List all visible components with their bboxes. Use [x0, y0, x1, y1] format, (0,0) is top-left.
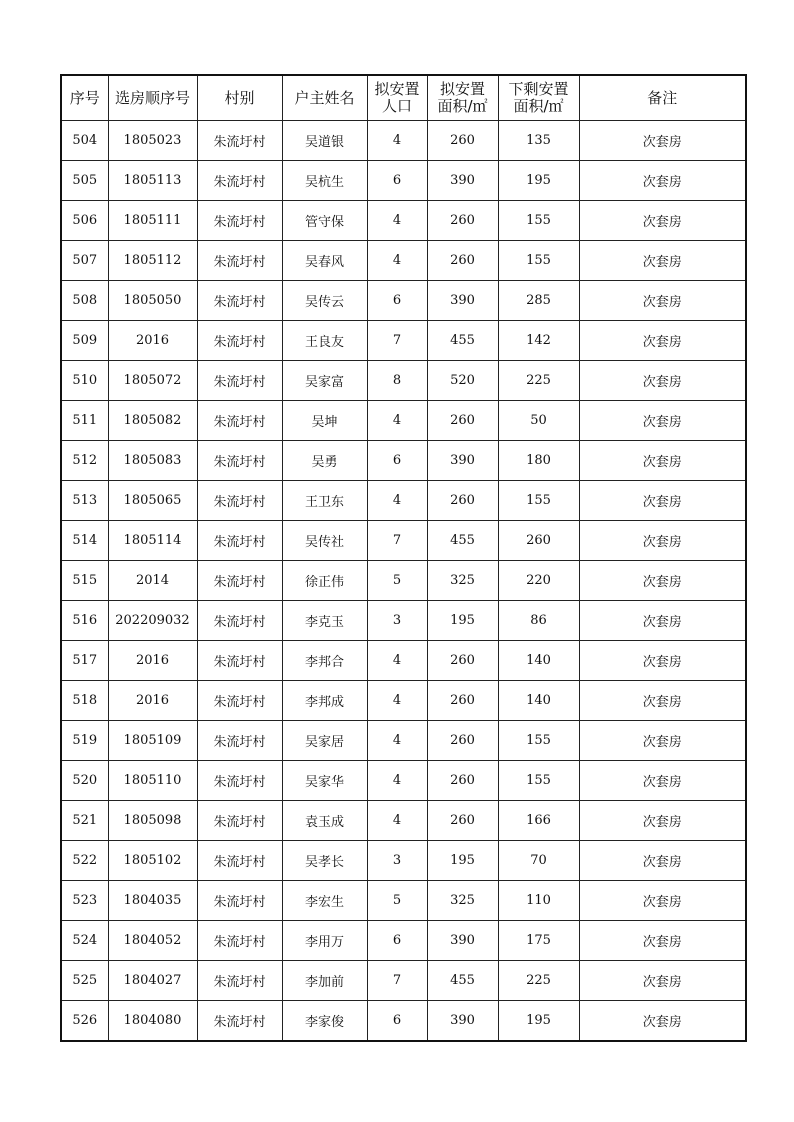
cell-selection-order: 1804027 [108, 961, 197, 1001]
cell-remaining-area: 142 [498, 321, 579, 361]
cell-planned-population: 4 [367, 401, 427, 441]
header-village: 村别 [197, 75, 282, 121]
header-planned-area-line2: 面积/㎡ [437, 97, 488, 115]
cell-planned-population: 5 [367, 881, 427, 921]
cell-seq: 512 [61, 441, 108, 481]
cell-village: 朱流圩村 [197, 841, 282, 881]
cell-householder: 李邦合 [282, 641, 367, 681]
cell-seq: 525 [61, 961, 108, 1001]
cell-seq: 526 [61, 1001, 108, 1042]
cell-selection-order: 1805023 [108, 121, 197, 161]
cell-remaining-area: 166 [498, 801, 579, 841]
cell-planned-population: 6 [367, 281, 427, 321]
cell-planned-area: 390 [427, 921, 498, 961]
cell-planned-area: 455 [427, 961, 498, 1001]
cell-selection-order: 202209032 [108, 601, 197, 641]
cell-seq: 515 [61, 561, 108, 601]
cell-remarks: 次套房 [579, 321, 746, 361]
cell-householder: 袁玉成 [282, 801, 367, 841]
cell-village: 朱流圩村 [197, 361, 282, 401]
cell-planned-population: 6 [367, 441, 427, 481]
header-planned-population-line2: 人口 [381, 97, 412, 115]
cell-remarks: 次套房 [579, 481, 746, 521]
cell-planned-population: 4 [367, 241, 427, 281]
cell-planned-population: 4 [367, 761, 427, 801]
cell-selection-order: 2016 [108, 681, 197, 721]
cell-remaining-area: 140 [498, 641, 579, 681]
cell-village: 朱流圩村 [197, 721, 282, 761]
table-row [61, 441, 746, 481]
cell-planned-area: 260 [427, 721, 498, 761]
cell-householder: 吴孝长 [282, 841, 367, 881]
header-planned-area [427, 75, 498, 121]
header-seq: 序号 [61, 75, 108, 121]
cell-seq: 506 [61, 201, 108, 241]
cell-remaining-area: 175 [498, 921, 579, 961]
cell-remarks: 次套房 [579, 961, 746, 1001]
cell-householder: 吴家居 [282, 721, 367, 761]
cell-selection-order: 1805050 [108, 281, 197, 321]
cell-remarks: 次套房 [579, 681, 746, 721]
cell-planned-population: 6 [367, 161, 427, 201]
cell-village: 朱流圩村 [197, 401, 282, 441]
table-row [61, 481, 746, 521]
cell-selection-order: 1805113 [108, 161, 197, 201]
table-row [61, 961, 746, 1001]
cell-remarks: 次套房 [579, 921, 746, 961]
table-row [61, 921, 746, 961]
cell-selection-order: 1805112 [108, 241, 197, 281]
cell-planned-area: 455 [427, 521, 498, 561]
cell-seq: 510 [61, 361, 108, 401]
cell-remarks: 次套房 [579, 441, 746, 481]
cell-remaining-area: 195 [498, 1001, 579, 1042]
cell-village: 朱流圩村 [197, 321, 282, 361]
table-row [61, 241, 746, 281]
cell-village: 朱流圩村 [197, 921, 282, 961]
cell-selection-order: 1805098 [108, 801, 197, 841]
cell-village: 朱流圩村 [197, 961, 282, 1001]
cell-selection-order: 2016 [108, 321, 197, 361]
table-row [61, 161, 746, 201]
cell-planned-area: 390 [427, 281, 498, 321]
cell-remaining-area: 220 [498, 561, 579, 601]
cell-selection-order: 1805072 [108, 361, 197, 401]
cell-remarks: 次套房 [579, 281, 746, 321]
cell-remaining-area: 140 [498, 681, 579, 721]
cell-planned-population: 7 [367, 521, 427, 561]
table-row [61, 641, 746, 681]
cell-remarks: 次套房 [579, 601, 746, 641]
cell-village: 朱流圩村 [197, 121, 282, 161]
cell-remarks: 次套房 [579, 841, 746, 881]
cell-planned-area: 260 [427, 121, 498, 161]
cell-remaining-area: 180 [498, 441, 579, 481]
cell-selection-order: 1805083 [108, 441, 197, 481]
cell-seq: 513 [61, 481, 108, 521]
cell-planned-area: 260 [427, 401, 498, 441]
cell-planned-population: 5 [367, 561, 427, 601]
table-row [61, 321, 746, 361]
cell-planned-area: 195 [427, 841, 498, 881]
cell-householder: 吴坤 [282, 401, 367, 441]
table-row [61, 361, 746, 401]
cell-remaining-area: 285 [498, 281, 579, 321]
cell-remarks: 次套房 [579, 401, 746, 441]
cell-selection-order: 2014 [108, 561, 197, 601]
cell-selection-order: 1805110 [108, 761, 197, 801]
cell-remarks: 次套房 [579, 641, 746, 681]
cell-seq: 509 [61, 321, 108, 361]
cell-planned-area: 390 [427, 441, 498, 481]
cell-village: 朱流圩村 [197, 801, 282, 841]
table-row [61, 561, 746, 601]
table-row [61, 601, 746, 641]
cell-planned-area: 390 [427, 1001, 498, 1042]
cell-selection-order: 1805082 [108, 401, 197, 441]
table-row [61, 121, 746, 161]
cell-planned-population: 6 [367, 1001, 427, 1042]
table-row [61, 521, 746, 561]
table-row [61, 681, 746, 721]
cell-planned-area: 260 [427, 761, 498, 801]
cell-remaining-area: 260 [498, 521, 579, 561]
cell-village: 朱流圩村 [197, 1001, 282, 1042]
cell-planned-population: 4 [367, 201, 427, 241]
header-row [61, 75, 746, 121]
cell-seq: 511 [61, 401, 108, 441]
cell-planned-area: 325 [427, 881, 498, 921]
cell-village: 朱流圩村 [197, 481, 282, 521]
header-remaining-area-line2: 面积/㎡ [513, 97, 564, 115]
cell-planned-area: 520 [427, 361, 498, 401]
cell-seq: 521 [61, 801, 108, 841]
cell-remaining-area: 135 [498, 121, 579, 161]
cell-remarks: 次套房 [579, 761, 746, 801]
cell-seq: 516 [61, 601, 108, 641]
cell-seq: 520 [61, 761, 108, 801]
cell-householder: 李用万 [282, 921, 367, 961]
cell-seq: 523 [61, 881, 108, 921]
cell-remaining-area: 70 [498, 841, 579, 881]
table-row [61, 841, 746, 881]
cell-village: 朱流圩村 [197, 521, 282, 561]
cell-householder: 王良友 [282, 321, 367, 361]
cell-village: 朱流圩村 [197, 161, 282, 201]
cell-seq: 522 [61, 841, 108, 881]
resettlement-table [60, 74, 747, 1042]
cell-householder: 吴家华 [282, 761, 367, 801]
cell-planned-population: 6 [367, 921, 427, 961]
cell-seq: 514 [61, 521, 108, 561]
cell-seq: 519 [61, 721, 108, 761]
cell-householder: 吴杭生 [282, 161, 367, 201]
cell-remarks: 次套房 [579, 161, 746, 201]
cell-planned-area: 260 [427, 241, 498, 281]
cell-village: 朱流圩村 [197, 201, 282, 241]
cell-planned-area: 390 [427, 161, 498, 201]
cell-planned-area: 260 [427, 681, 498, 721]
cell-householder: 王卫东 [282, 481, 367, 521]
cell-planned-population: 4 [367, 121, 427, 161]
cell-seq: 505 [61, 161, 108, 201]
table-row [61, 801, 746, 841]
cell-selection-order: 1805114 [108, 521, 197, 561]
cell-seq: 504 [61, 121, 108, 161]
header-planned-population-line1: 拟安置 [374, 80, 420, 98]
cell-remarks: 次套房 [579, 881, 746, 921]
cell-remarks: 次套房 [579, 241, 746, 281]
table-row [61, 761, 746, 801]
cell-seq: 518 [61, 681, 108, 721]
cell-householder: 李邦成 [282, 681, 367, 721]
cell-householder: 李加前 [282, 961, 367, 1001]
cell-selection-order: 1804080 [108, 1001, 197, 1042]
cell-remaining-area: 155 [498, 721, 579, 761]
cell-planned-population: 4 [367, 481, 427, 521]
cell-remarks: 次套房 [579, 1001, 746, 1042]
cell-householder: 李克玉 [282, 601, 367, 641]
cell-remarks: 次套房 [579, 361, 746, 401]
cell-selection-order: 2016 [108, 641, 197, 681]
cell-planned-population: 4 [367, 801, 427, 841]
cell-planned-population: 3 [367, 841, 427, 881]
table-row [61, 1001, 746, 1042]
cell-remarks: 次套房 [579, 521, 746, 561]
cell-village: 朱流圩村 [197, 761, 282, 801]
cell-remaining-area: 195 [498, 161, 579, 201]
cell-planned-population: 4 [367, 681, 427, 721]
cell-selection-order: 1804035 [108, 881, 197, 921]
cell-seq: 524 [61, 921, 108, 961]
cell-householder: 吴家富 [282, 361, 367, 401]
cell-householder: 徐正伟 [282, 561, 367, 601]
cell-planned-population: 7 [367, 321, 427, 361]
cell-planned-population: 8 [367, 361, 427, 401]
cell-village: 朱流圩村 [197, 681, 282, 721]
header-planned-population [367, 75, 427, 121]
table-row [61, 881, 746, 921]
cell-householder: 李家俊 [282, 1001, 367, 1042]
cell-village: 朱流圩村 [197, 561, 282, 601]
cell-planned-area: 260 [427, 481, 498, 521]
cell-householder: 吴勇 [282, 441, 367, 481]
table-row [61, 201, 746, 241]
cell-remarks: 次套房 [579, 121, 746, 161]
cell-householder: 吴传云 [282, 281, 367, 321]
cell-planned-area: 195 [427, 601, 498, 641]
cell-village: 朱流圩村 [197, 241, 282, 281]
header-selection-order: 选房顺序号 [108, 75, 197, 121]
cell-remarks: 次套房 [579, 201, 746, 241]
cell-planned-area: 260 [427, 201, 498, 241]
cell-remaining-area: 155 [498, 481, 579, 521]
table-row [61, 721, 746, 761]
cell-planned-population: 4 [367, 641, 427, 681]
cell-householder: 管守保 [282, 201, 367, 241]
cell-seq: 508 [61, 281, 108, 321]
cell-householder: 吴道银 [282, 121, 367, 161]
cell-selection-order: 1804052 [108, 921, 197, 961]
cell-planned-population: 3 [367, 601, 427, 641]
cell-remarks: 次套房 [579, 721, 746, 761]
cell-selection-order: 1805065 [108, 481, 197, 521]
header-planned-area-line1: 拟安置 [439, 80, 485, 98]
table-row [61, 281, 746, 321]
cell-planned-area: 260 [427, 641, 498, 681]
cell-remaining-area: 50 [498, 401, 579, 441]
cell-planned-population: 7 [367, 961, 427, 1001]
cell-remaining-area: 86 [498, 601, 579, 641]
table-body [61, 121, 746, 1042]
cell-selection-order: 1805102 [108, 841, 197, 881]
cell-village: 朱流圩村 [197, 601, 282, 641]
cell-planned-area: 260 [427, 801, 498, 841]
cell-remaining-area: 110 [498, 881, 579, 921]
table-row [61, 401, 746, 441]
cell-seq: 517 [61, 641, 108, 681]
cell-remaining-area: 155 [498, 761, 579, 801]
cell-village: 朱流圩村 [197, 281, 282, 321]
cell-planned-population: 4 [367, 721, 427, 761]
header-householder: 户主姓名 [282, 75, 367, 121]
header-remarks: 备注 [579, 75, 746, 121]
cell-remaining-area: 225 [498, 961, 579, 1001]
cell-remaining-area: 155 [498, 201, 579, 241]
cell-planned-area: 455 [427, 321, 498, 361]
header-remaining-area [498, 75, 579, 121]
cell-remarks: 次套房 [579, 801, 746, 841]
cell-remarks: 次套房 [579, 561, 746, 601]
cell-remaining-area: 225 [498, 361, 579, 401]
cell-village: 朱流圩村 [197, 641, 282, 681]
table-header [61, 75, 746, 121]
cell-householder: 吴传社 [282, 521, 367, 561]
cell-planned-area: 325 [427, 561, 498, 601]
cell-remaining-area: 155 [498, 241, 579, 281]
cell-selection-order: 1805111 [108, 201, 197, 241]
header-remaining-area-line1: 下剩安置 [508, 80, 569, 98]
cell-householder: 李宏生 [282, 881, 367, 921]
cell-village: 朱流圩村 [197, 441, 282, 481]
cell-village: 朱流圩村 [197, 881, 282, 921]
cell-seq: 507 [61, 241, 108, 281]
cell-householder: 吴春风 [282, 241, 367, 281]
cell-selection-order: 1805109 [108, 721, 197, 761]
